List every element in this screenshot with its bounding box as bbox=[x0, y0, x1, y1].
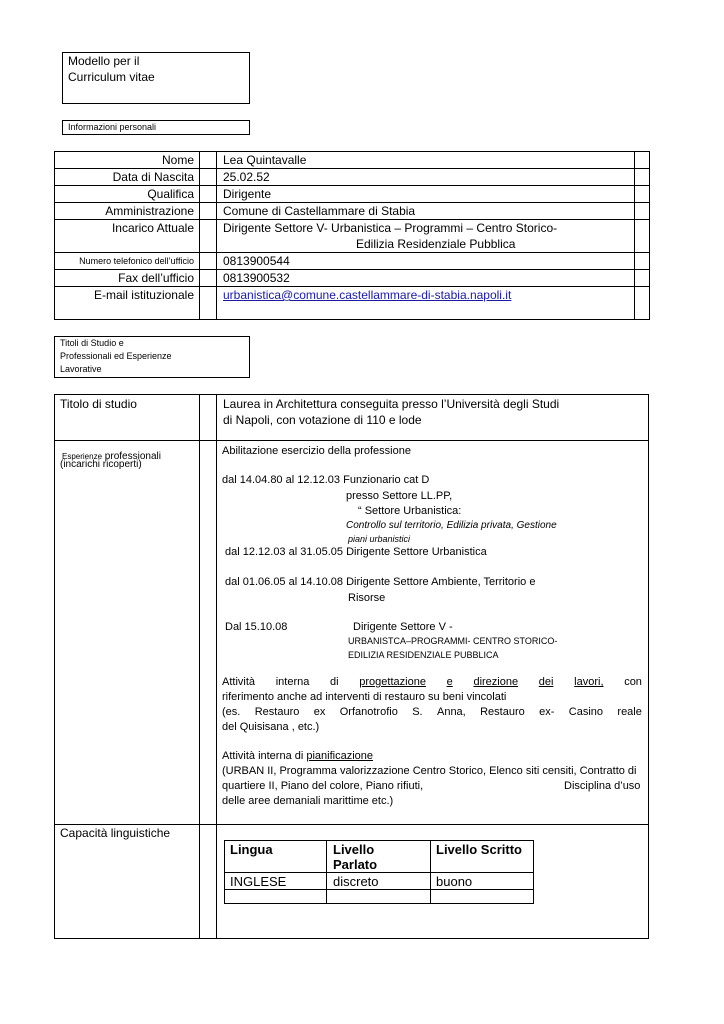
label-nome: Nome bbox=[161, 153, 194, 167]
exp1-dates: dal 14.04.80 al 12.12.03 Funzionario cat D bbox=[222, 474, 430, 486]
lang-header-livello: Livello bbox=[333, 842, 375, 857]
personal-table-divider-2 bbox=[216, 151, 217, 320]
personal-info-heading: Informazioni personali bbox=[68, 122, 157, 132]
personal-table-divider-1 bbox=[199, 151, 200, 320]
word: con bbox=[624, 676, 642, 688]
progettazione-line3 bbox=[222, 706, 642, 718]
word: Anna, bbox=[436, 706, 466, 718]
personal-table-row-line bbox=[54, 202, 650, 203]
label-esperienze-rest: professionali bbox=[102, 451, 161, 462]
pianificazione-line3b: Disciplina d’uso bbox=[564, 780, 641, 792]
titles-heading-line1: Titoli di Studio e bbox=[60, 338, 124, 348]
label-esperienze-small: Esperienze bbox=[62, 452, 103, 461]
word: lavori, bbox=[574, 676, 604, 688]
word: dei bbox=[538, 676, 554, 688]
cv-title-line1: Modello per il bbox=[68, 54, 140, 68]
pianificazione-pre: Attività interna di bbox=[222, 750, 307, 762]
exp1-line2: presso Settore LL.PP, bbox=[346, 490, 453, 502]
exp4-line2: URBANISTCA–PROGRAMMI- CENTRO STORICO- bbox=[348, 636, 558, 646]
pianificazione-line2: (URBAN II, Programma valorizzazione Centro Storico, Elenco siti censiti, Contratto di bbox=[222, 765, 637, 777]
label-amministrazione: Amministrazione bbox=[105, 204, 194, 218]
lang-row-parlato: discreto bbox=[333, 874, 379, 889]
lang-header-scritto: Livello Scritto bbox=[436, 842, 522, 857]
word: ex- bbox=[539, 706, 555, 718]
word: Restauro bbox=[254, 706, 300, 718]
personal-table-row-line bbox=[54, 168, 650, 169]
label-qualifica: Qualifica bbox=[147, 187, 194, 201]
language-table-row-line bbox=[224, 872, 534, 873]
lang-header-parlato: Parlato bbox=[333, 857, 378, 872]
label-data-nascita: Data di Nascita bbox=[112, 170, 194, 184]
email-link[interactable]: urbanistica@comune.castellammare-di-stabia.napoli.it bbox=[223, 288, 512, 302]
exp4-role: Dirigente Settore V - bbox=[353, 621, 453, 633]
progettazione-line4: del Quisisana , etc.) bbox=[222, 721, 320, 733]
label-incarico-attuale: Incarico Attuale bbox=[111, 221, 194, 235]
personal-table-row-line bbox=[54, 219, 650, 220]
label-capacita-linguistiche: Capacità linguistiche bbox=[60, 826, 171, 840]
value-fax: 0813900532 bbox=[223, 271, 290, 285]
word: Orfanotrofio bbox=[339, 706, 398, 718]
progettazione-line2: riferimento anche ad interventi di restauro su beni vincolati bbox=[222, 691, 507, 703]
personal-table-row-line bbox=[54, 269, 650, 270]
value-amministrazione: Comune di Castellammare di Stabia bbox=[223, 204, 416, 218]
experience-table-divider-1 bbox=[199, 394, 200, 939]
pianificazione-underlined: pianificazione bbox=[306, 750, 374, 762]
word: direzione bbox=[473, 676, 519, 688]
experience-table-row-line bbox=[54, 440, 649, 441]
cv-title-line2: Curriculum vitae bbox=[68, 70, 155, 84]
lang-row-scritto: buono bbox=[436, 874, 473, 889]
pianificazione-line3a: quartiere II, Piano del colore, Piano rifiuti, bbox=[222, 780, 424, 792]
value-qualifica: Dirigente bbox=[223, 187, 272, 201]
education-line1: Laurea in Architettura conseguita presso l’Università degli Studi bbox=[223, 397, 560, 411]
word: di bbox=[330, 676, 339, 688]
word: Restauro bbox=[480, 706, 525, 718]
exp4-date: Dal 15.10.08 bbox=[225, 621, 288, 633]
word: ex bbox=[313, 706, 326, 718]
lang-row-lingua: INGLESE bbox=[230, 874, 287, 889]
exp1-line3: “ Settore Urbanistica: bbox=[358, 505, 462, 517]
exp1-line5: piani urbanistici bbox=[348, 534, 411, 544]
personal-table-divider-3 bbox=[634, 151, 635, 320]
label-incarichi: (incarichi ricoperti) bbox=[60, 459, 142, 470]
pianificazione-line1 bbox=[222, 750, 373, 762]
value-incarico-attuale: Dirigente Settore V- Urbanistica – Programmi – Centro Storico- bbox=[223, 221, 558, 235]
word: reale bbox=[617, 706, 642, 718]
exp3-line2: Risorse bbox=[348, 592, 386, 604]
word: interna bbox=[275, 676, 310, 688]
label-email: E-mail istituzionale bbox=[93, 288, 194, 302]
experience-table-divider-2 bbox=[216, 394, 217, 939]
value-telefono: 0813900544 bbox=[223, 254, 290, 268]
abilitazione-text: Abilitazione esercizio della professione bbox=[222, 445, 411, 457]
language-table-row-line bbox=[224, 889, 534, 890]
value-incarico-attuale-line2: Edilizia Residenziale Pubblica bbox=[356, 237, 516, 251]
pianificazione-line4: delle aree demaniali marittime etc.) bbox=[222, 795, 394, 807]
word: Casino bbox=[568, 706, 604, 718]
exp1-line4: Controllo sul territorio, Edilizia privata, Gestione bbox=[346, 520, 557, 531]
word: e bbox=[446, 676, 453, 688]
word: progettazione bbox=[359, 676, 426, 688]
lang-header-lingua: Lingua bbox=[230, 842, 273, 857]
label-telefono: Numero telefonico dell’ufficio bbox=[79, 256, 194, 266]
word: S. bbox=[412, 706, 423, 718]
personal-table-row-line bbox=[54, 286, 650, 287]
value-data-nascita: 25.02.52 bbox=[223, 170, 270, 184]
titles-heading-line2: Professionali ed Esperienze bbox=[60, 351, 172, 361]
word: (es. bbox=[222, 706, 241, 718]
titles-heading-line3: Lavorative bbox=[60, 364, 102, 374]
label-fax: Fax dell’ufficio bbox=[118, 271, 194, 285]
value-nome: Lea Quintavalle bbox=[223, 153, 307, 167]
personal-table-row-line bbox=[54, 185, 650, 186]
label-titolo-studio: Titolo di studio bbox=[60, 397, 137, 411]
exp4-line3: EDILIZIA RESIDENZIALE PUBBLICA bbox=[348, 650, 499, 660]
exp2-text: dal 12.12.03 al 31.05.05 Dirigente Settore Urbanistica bbox=[225, 546, 487, 558]
exp3-line1: dal 01.06.05 al 14.10.08 Dirigente Settore Ambiente, Territorio e bbox=[225, 576, 536, 588]
word: Attività bbox=[222, 676, 256, 688]
education-line2: di Napoli, con votazione di 110 e lode bbox=[223, 413, 422, 427]
progettazione-line1 bbox=[222, 676, 642, 688]
personal-table-row-line bbox=[54, 252, 650, 253]
experience-table-row-line bbox=[54, 824, 649, 825]
